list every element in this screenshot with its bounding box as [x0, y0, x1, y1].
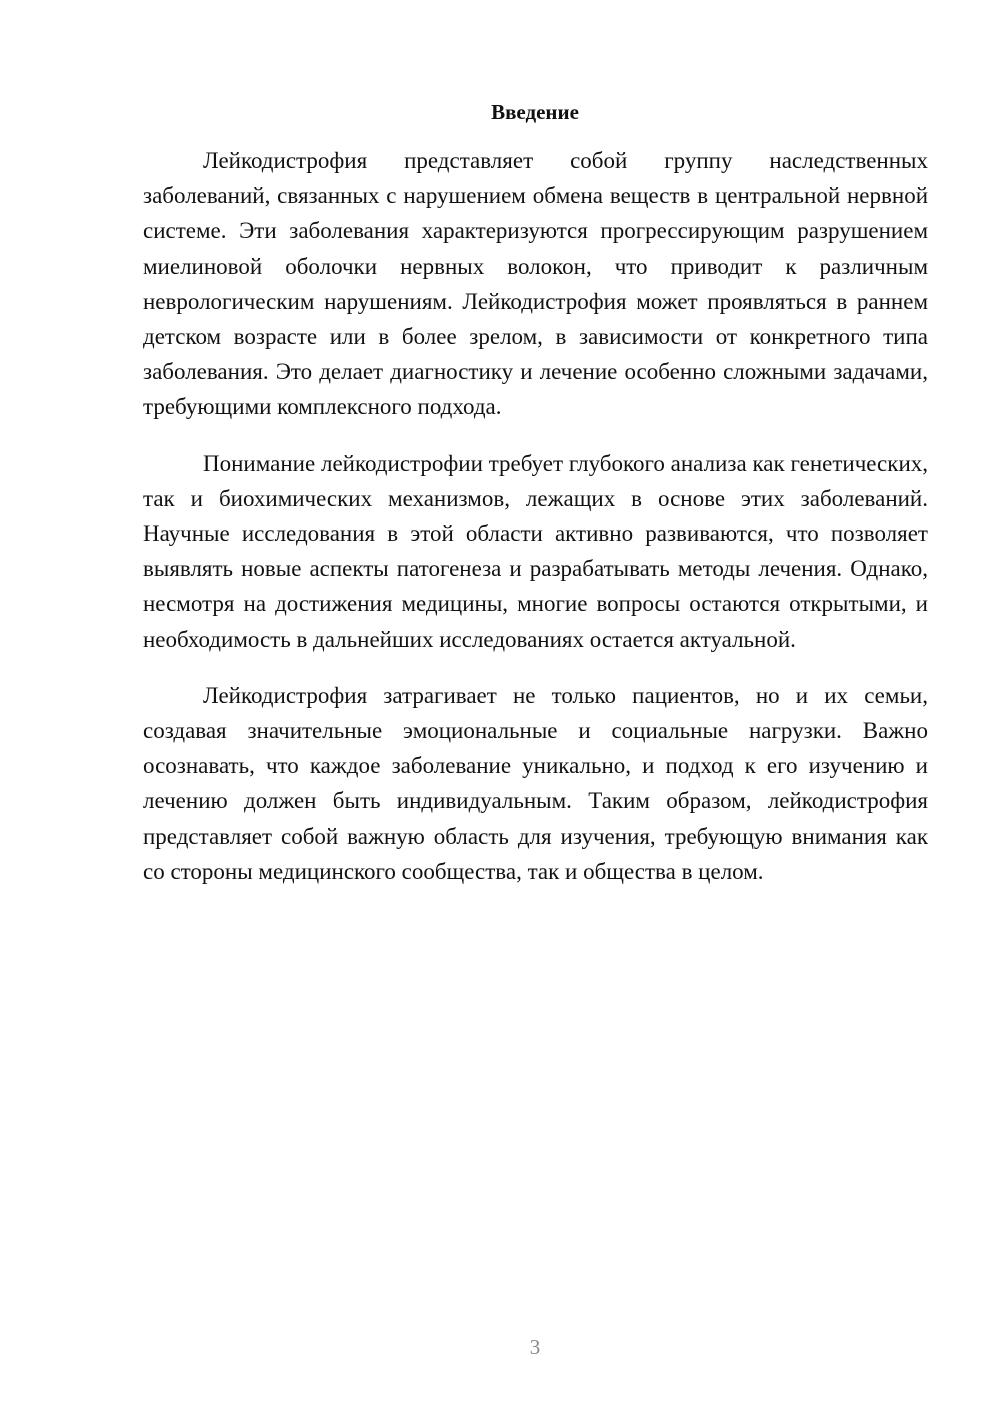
- paragraph-1: Лейкодистрофия представляет собой группу наследственных заболеваний, связанных с нарушением обмена веществ в центральной нервной системе. Эти заболевания характеризуются прогрессирующим разрушением миелиновой оболочки нервных волокон, что приводит к различным неврологическим нарушениям. Лейкодистрофия может проявляться в раннем детском возрасте или в более зрелом, в зависимости от конкретного типа заболевания. Это делает диагностику и лечение особенно сложными задачами, требующими комплексного подхода.: [143, 148, 928, 420]
- paragraph-3: Лейкодистрофия затрагивает не только пациентов, но и их семьи, создавая значительные эмоциональные и социальные нагрузки. Важно осознавать, что каждое заболевание уникально, и подход к его изучению и лечению должен быть индивидуальным. Таким образом, лейкодистрофия представляет собой важную область для изучения, требующую внимания как со стороны медицинского сообщества, так и общества в целом.: [143, 682, 928, 884]
- section-title: Введение: [491, 100, 579, 124]
- page-number: 3: [529, 1335, 541, 1359]
- paragraph-2: Понимание лейкодистрофии требует глубокого анализа как генетических, так и биохимических механизмов, лежащих в основе этих заболеваний. Научные исследования в этой области активно развиваются, что позволяет выявлять новые аспекты патогенеза и разрабатывать методы лечения. Однако, несмотря на достижения медицины, многие вопросы остаются открытыми, и необходимость в дальнейших исследованиях остается актуальной.: [143, 450, 928, 652]
- body-text: [143, 143, 928, 910]
